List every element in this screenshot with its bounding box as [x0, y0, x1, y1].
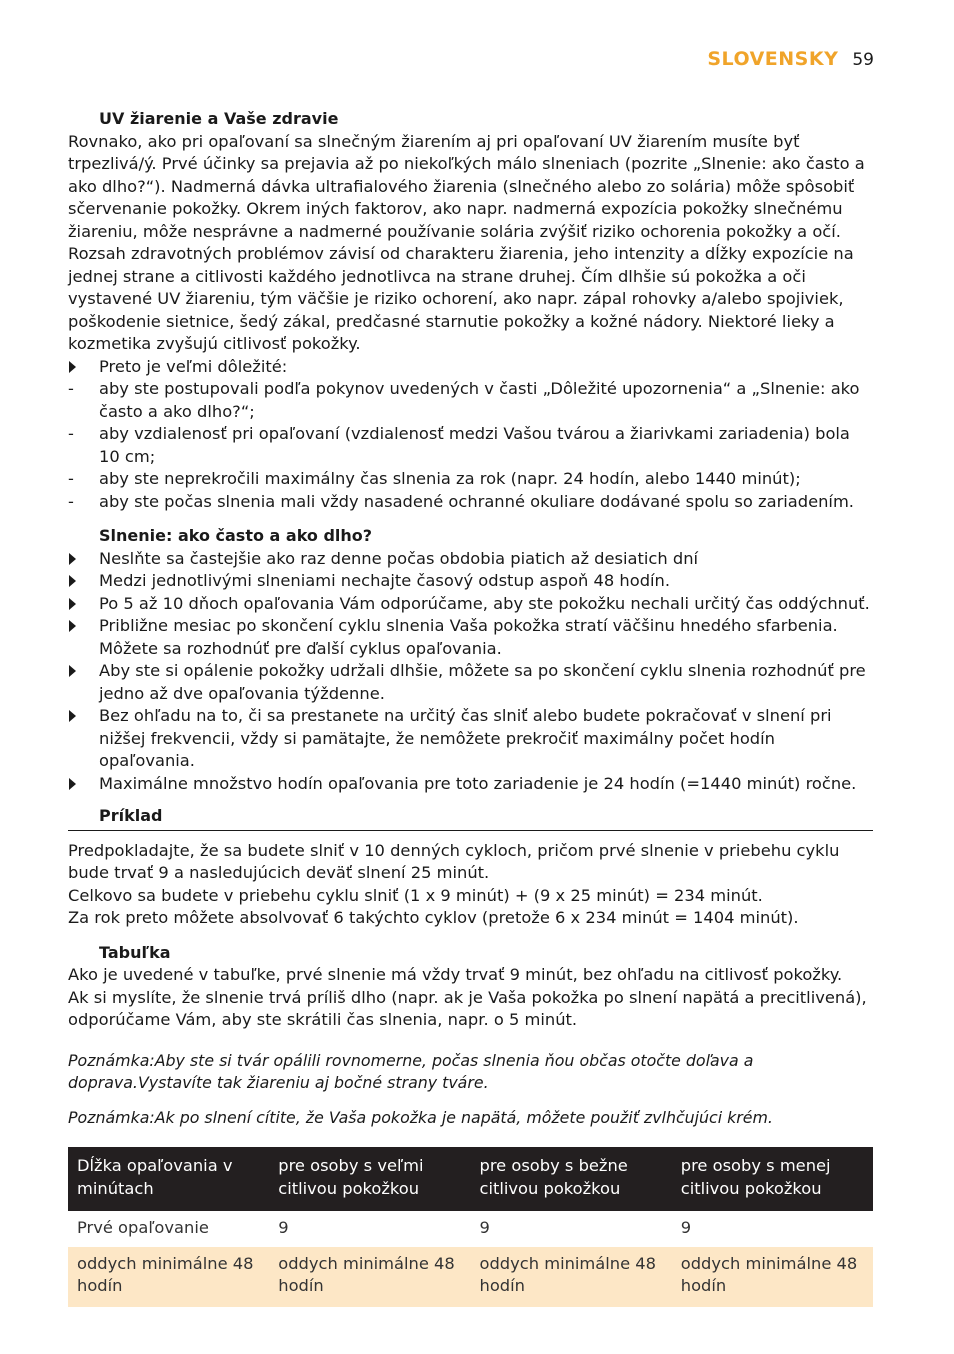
- dash-item: [68, 468, 873, 491]
- note: Poznámka:Ak po slnení cítite, že Vaša pokožka je napätá, môžete použiť zvlhčujúci krém.: [68, 1107, 773, 1127]
- table-intro-line: Ak si myslíte, že slnenie trvá príliš dlho (napr. ak je Vaša pokožka po slnení napätá a precitlivená), odporúčame Vám, aby ste skrátili čas slnenia, napr. o 5 minút.: [68, 987, 867, 1029]
- bullet-arrow-icon: [69, 575, 76, 587]
- dash-item: [68, 491, 873, 514]
- table-row: [68, 1247, 873, 1307]
- bullet-item: [68, 615, 873, 660]
- bullet-text: Približne mesiac po skončení cyklu slnenia Vaša pokožka stratí väčšinu hnedého sfarbenia. Môžete sa rozhodnúť pre ďalší cyklus opaľovania.: [99, 616, 838, 658]
- example-line: Za rok preto môžete absolvovať 6 takýchto cyklov (pretože 6 x 234 minút = 1404 minút).: [68, 908, 799, 927]
- dash-marker: -: [68, 424, 74, 443]
- bullet-text: Neslňte sa častejšie ako raz denne počas obdobia piatich až desiatich dní: [99, 548, 699, 568]
- page-number: 59: [852, 50, 874, 70]
- bullet-arrow-icon: [69, 778, 76, 790]
- bullet-text: Preto je veľmi dôležité:: [99, 356, 288, 376]
- table-header-cell: pre osoby s bežne citlivou pokožkou: [471, 1147, 672, 1211]
- bullet-arrow-icon: [69, 361, 76, 373]
- section-heading-uv: UV žiarenie a Vaše zdravie: [99, 109, 339, 128]
- page-content: [68, 108, 873, 1307]
- table-cell: 9: [672, 1211, 873, 1247]
- bullet-item: [68, 570, 873, 593]
- dash-marker: -: [68, 469, 74, 488]
- bullet-item: [68, 705, 873, 773]
- dash-text: aby ste počas slnenia mali vždy nasadené ochranné okuliare dodávané spolu so zariadením.: [99, 491, 854, 511]
- bullet-arrow-icon: [69, 553, 76, 565]
- table-cell: oddych minimálne 48 hodín: [68, 1247, 269, 1307]
- bullet-item: [68, 356, 873, 379]
- bullet-text: Maximálne množstvo hodín opaľovania pre toto zariadenie je 24 hodín (=1440 minút) ročne.: [99, 773, 857, 793]
- bullet-text: Medzi jednotlivými slneniami nechajte časový odstup aspoň 48 hodín.: [99, 571, 671, 590]
- section-heading-frequency: Slnenie: ako často a ako dlho?: [99, 526, 373, 545]
- bullet-text: Po 5 až 10 dňoch opaľovania Vám odporúčame, aby ste pokožku nechali určitý čas oddýchnuť.: [99, 593, 870, 613]
- note: Poznámka:Aby ste si tvár opálili rovnomerne, počas slnenia ňou občas otočte doľava a doprava.Vystavíte tak žiareniu aj bočné strany tváre.: [68, 1050, 754, 1092]
- table-cell: 9: [269, 1211, 470, 1247]
- dash-text: aby ste postupovali podľa pokynov uvedených v časti „Dôležité upozornenia“ a „Slnenie: ako často a ako dlho?“;: [99, 379, 860, 421]
- uv-paragraph: Rovnako, ako pri opaľovaní sa slnečným žiarením aj pri opaľovaní UV žiarením musíte byť trpezlivá/ý. Prvé účinky sa prejavia až po niekoľkých málo slneniach (pozrite „Slnenie: ako často a ako dlho?“). Nadmerná dávka ultrafialového žiarenia (slnečného alebo zo solária) môže spôsobiť sčervenanie pokožky. Okrem iných faktorov, ako napr. nadmerná expozícia pokožky slnečnému žiareniu, môže nesprávne a nadmerné používanie solária zvýšiť riziko ochorenia pokožky a očí. Rozsah zdravotných problémov závisí od charakteru žiarenia, jeho intenzity a dĺžky expozície na jednej strane a citlivosti každého jednotlivca na strane druhej. Čím dlhšie sú pokožka a oči vystavené UV žiareniu, tým väčšie je riziko ochorení, ako napr. zápal rohovky a/alebo spojiviek, poškodenie sietnice, šedý zákal, predčasné starnutie pokožky a kožné nádory. Niektoré lieky a kozmetika zvyšujú citlivosť pokožky.: [68, 131, 865, 353]
- bullet-item: [68, 548, 873, 571]
- table-intro-line: Ako je uvedené v tabuľke, prvé slnenie má vždy trvať 9 minút, bez ohľadu na citlivosť pokožky.: [68, 965, 843, 984]
- tanning-table: [68, 1147, 873, 1307]
- table-header-row: [68, 1147, 873, 1211]
- dash-item: [68, 378, 873, 423]
- divider: [68, 830, 873, 831]
- table-header-cell: Dĺžka opaľovania v minútach: [68, 1147, 269, 1211]
- bullet-arrow-icon: [69, 665, 76, 677]
- table-header-cell: pre osoby s veľmi citlivou pokožkou: [269, 1147, 470, 1211]
- page-header: [707, 48, 874, 70]
- dash-marker: -: [68, 491, 74, 511]
- bullet-text: Bez ohľadu na to, či sa prestanete na určitý čas slniť alebo budete pokračovať v slnení pri nižšej frekvencii, vždy si pamätajte, že nemôžete prekročiť maximálny počet hodín opaľovania.: [99, 706, 832, 770]
- table-cell: oddych minimálne 48 hodín: [471, 1247, 672, 1307]
- table-cell: oddych minimálne 48 hodín: [269, 1247, 470, 1307]
- language-label: SLOVENSKY: [707, 48, 839, 70]
- dash-item: [68, 423, 873, 468]
- section-heading-table: Tabuľka: [99, 942, 171, 962]
- bullet-item: [68, 773, 873, 796]
- bullet-item: [68, 593, 873, 616]
- bullet-arrow-icon: [69, 710, 76, 722]
- section-heading-example: Príklad: [99, 806, 163, 825]
- bullet-arrow-icon: [69, 620, 76, 632]
- example-line: Predpokladajte, že sa budete slniť v 10 denných cykloch, pričom prvé slnenie v priebehu cyklu bude trvať 9 a nasledujúcich deväť slnení 25 minút.: [68, 840, 840, 882]
- dash-marker: -: [68, 379, 74, 398]
- table-row: [68, 1211, 873, 1247]
- dash-text: aby vzdialenosť pri opaľovaní (vzdialenosť medzi Vašou tvárou a žiarivkami zariadenia) bola 10 cm;: [99, 424, 850, 466]
- bullet-arrow-icon: [69, 598, 76, 610]
- table-header-cell: pre osoby s menej citlivou pokožkou: [672, 1147, 873, 1211]
- dash-text: aby ste neprekročili maximálny čas slnenia za rok (napr. 24 hodín, alebo 1440 minút);: [99, 469, 801, 488]
- table-cell: 9: [471, 1211, 672, 1247]
- bullet-text: Aby ste si opálenie pokožky udržali dlhšie, môžete sa po skončení cyklu slnenia rozhodnúť pre jedno až dve opaľovania týždenne.: [99, 661, 866, 703]
- table-cell: Prvé opaľovanie: [68, 1211, 269, 1247]
- table-cell: oddych minimálne 48 hodín: [672, 1247, 873, 1307]
- example-line: Celkovo sa budete v priebehu cyklu slniť (1 x 9 minút) + (9 x 25 minút) = 234 minút.: [68, 885, 763, 905]
- bullet-item: [68, 660, 873, 705]
